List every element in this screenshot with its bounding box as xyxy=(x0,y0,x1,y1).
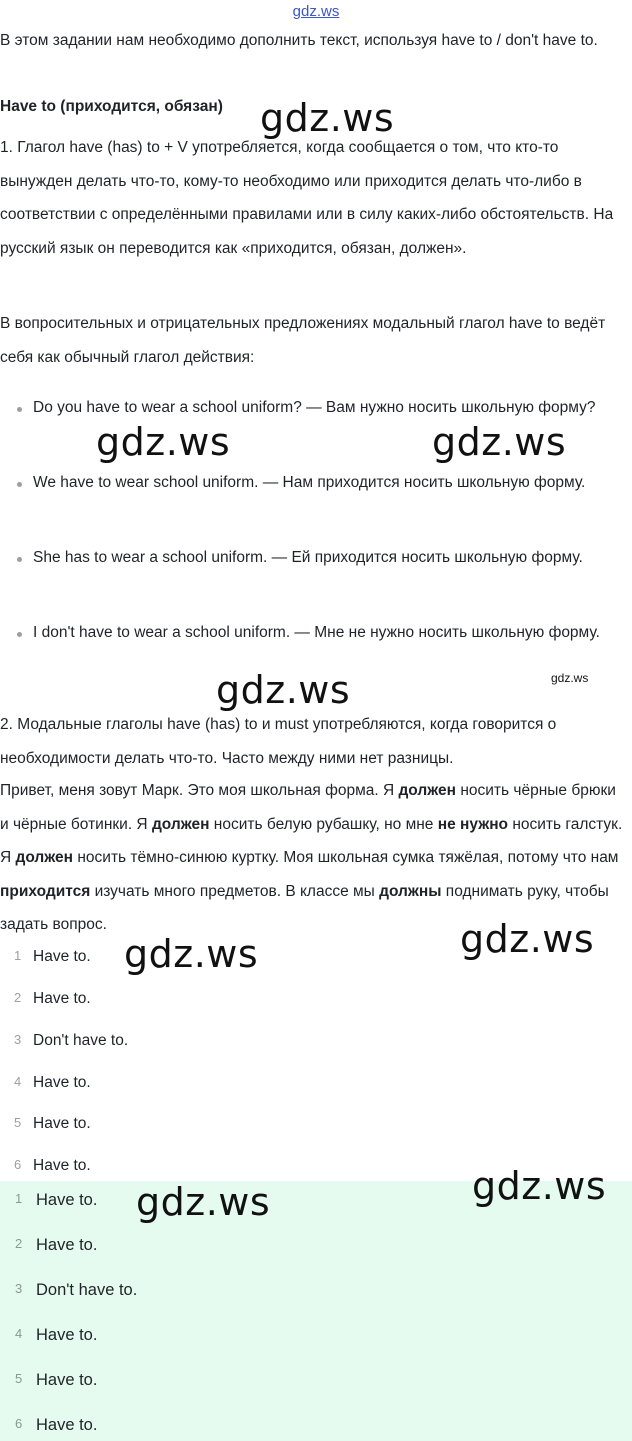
answer-number: 1 xyxy=(15,1191,23,1206)
example-item: Do you have to wear a school uniform? — Вам нужно носить школьную форму? xyxy=(33,399,596,416)
watermark: gdz.ws xyxy=(216,668,351,712)
bold-answer: не нужно xyxy=(437,815,509,833)
answer-number: 3 xyxy=(15,1281,23,1296)
answer-number: 1 xyxy=(14,948,22,963)
watermark: gdz.ws xyxy=(432,420,567,464)
text-segment: носить белую рубашку, но мне xyxy=(209,815,438,833)
text-segment: Привет, меня зовут Марк. Это моя школьная форма. Я xyxy=(0,782,399,799)
rule-1: 1. Глагол have (has) to + V употребляется, когда сообщается о том, что кто-то вынужден делать что-то, кому-то необходимо или приходится делать что-либо в соответствии с определёнными правилами или в силу каких-либо обстоятельств. На русский язык он переводится как «приходится, обязан, должен». xyxy=(0,139,614,257)
bold-answer: должен xyxy=(398,782,457,799)
answer-text: Have to. xyxy=(33,1157,91,1174)
watermark: gdz.ws xyxy=(260,96,395,140)
text-segment: изучать много предметов. В классе мы xyxy=(90,882,380,900)
rule-1-note: В вопросительных и отрицательных предложениях модальный глагол have to ведёт себя как обычный глагол действия: xyxy=(0,315,606,366)
answer-text: Have to. xyxy=(36,1416,98,1434)
bullet-dot xyxy=(17,557,22,562)
answer-text: Have to. xyxy=(36,1236,98,1254)
example-item: She has to wear a school uniform. — Ей приходится носить школьную форму. xyxy=(33,549,583,566)
answer-text: Have to. xyxy=(33,990,91,1007)
answer-text: Have to. xyxy=(36,1371,98,1389)
answer-text: Have to. xyxy=(33,1074,91,1091)
text-segment: носить галстук. Я xyxy=(0,815,623,866)
bullet-dot xyxy=(17,482,22,487)
answer-number: 5 xyxy=(14,1115,22,1130)
answer-text: Have to. xyxy=(33,1115,91,1132)
bold-answer: приходится xyxy=(0,882,91,900)
answer-number: 5 xyxy=(15,1371,23,1386)
text-segment: поднимать руку, чтобы задать вопрос. xyxy=(0,882,609,933)
site-logo[interactable]: gdz.ws xyxy=(292,3,340,20)
text-segment: носить чёрные брюки и чёрные ботинки. Я xyxy=(0,782,616,833)
answer-number: 2 xyxy=(14,990,22,1005)
bold-answer: должны xyxy=(379,882,442,900)
watermark: gdz.ws xyxy=(136,1180,271,1224)
text-segment: носить тёмно-синюю куртку. Моя школьная сумка тяжёлая, потому что нам xyxy=(73,849,619,866)
bullet-dot xyxy=(17,632,22,637)
answer-text: Have to. xyxy=(36,1326,98,1344)
watermark: gdz.ws xyxy=(460,917,595,961)
answer-number: 3 xyxy=(14,1032,22,1047)
answer-number: 2 xyxy=(15,1236,23,1251)
answer-number: 6 xyxy=(14,1157,22,1172)
watermark: gdz.ws xyxy=(124,932,259,976)
watermark: gdz.ws xyxy=(96,420,231,464)
rule-2: 2. Модальные глаголы have (has) to и must употребляются, когда говорится о необходимости делать что-то. Часто между ними нет разницы. xyxy=(0,716,557,767)
answer-text: Have to. xyxy=(36,1191,98,1209)
answer-text: Have to. xyxy=(33,948,91,965)
intro-text: В этом задании нам необходимо дополнить текст, используя have to / don't have to. xyxy=(0,32,598,49)
watermark-small: gdz.ws xyxy=(551,671,589,685)
answer-number: 4 xyxy=(15,1326,23,1341)
section-heading: Have to (приходится, обязан) xyxy=(0,98,223,115)
answer-text: Don't have to. xyxy=(33,1032,129,1049)
example-item: I don't have to wear a school uniform. — Мне не нужно носить школьную форму. xyxy=(33,624,600,641)
answer-number: 4 xyxy=(14,1074,22,1089)
bold-answer: должен xyxy=(15,849,74,866)
example-item: We have to wear school uniform. — Нам приходится носить школьную форму. xyxy=(33,474,586,491)
bold-answer: должен xyxy=(151,815,210,833)
answer-number: 6 xyxy=(15,1416,23,1431)
highlighted-answers-box xyxy=(0,1181,632,1441)
watermark: gdz.ws xyxy=(472,1164,607,1208)
answer-text: Don't have to. xyxy=(36,1281,138,1299)
bullet-dot xyxy=(17,407,22,412)
